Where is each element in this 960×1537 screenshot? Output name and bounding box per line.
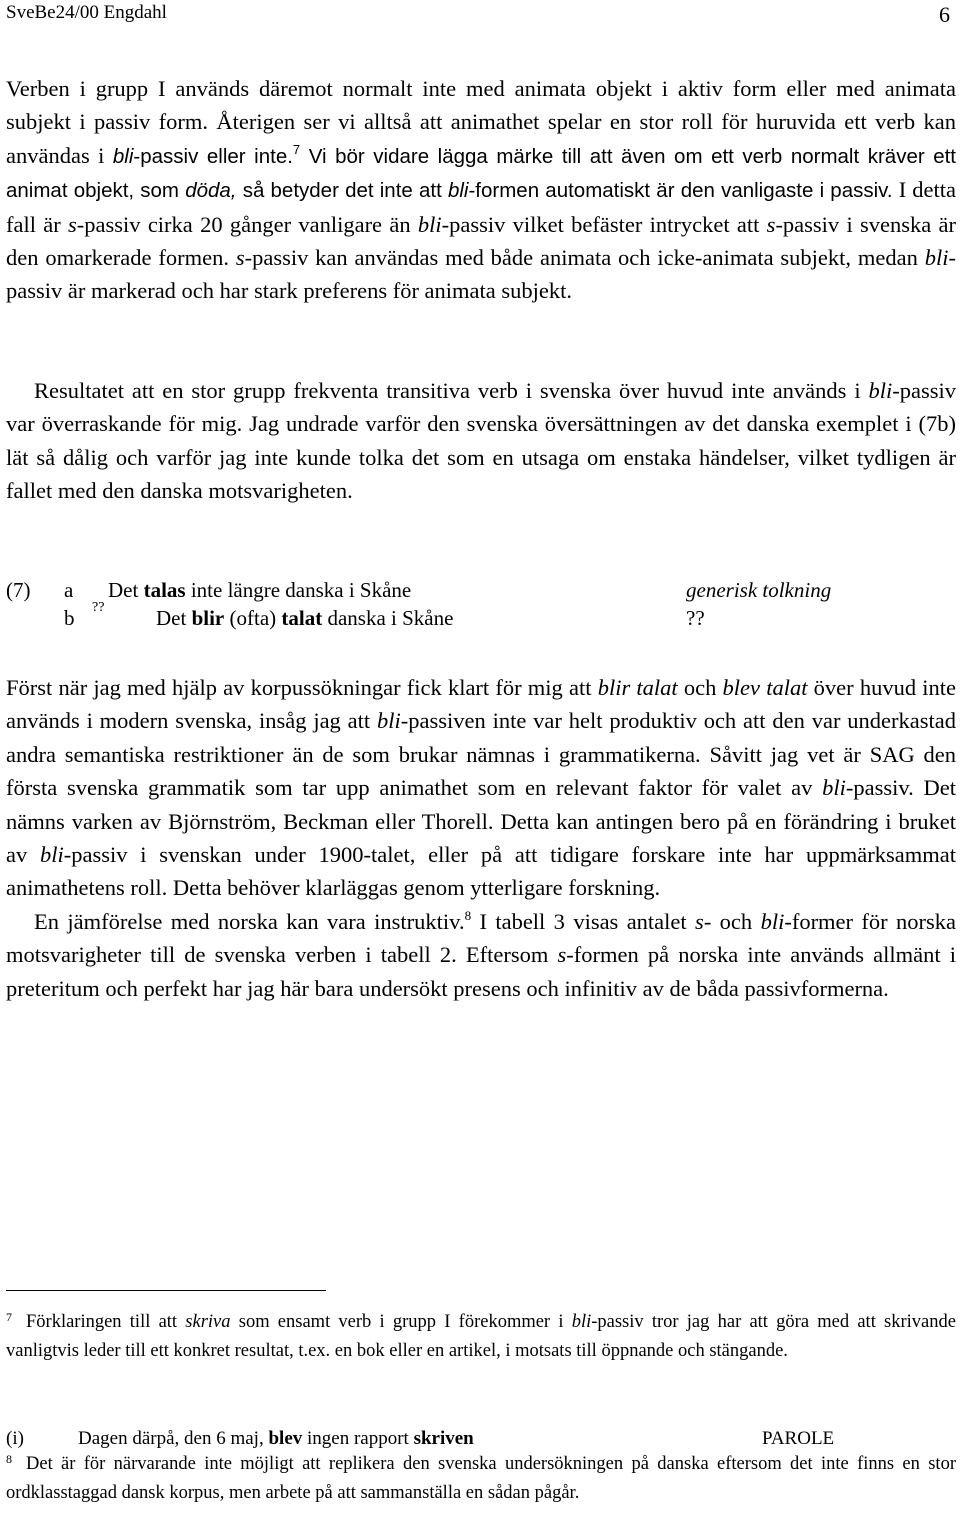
para1-text-7: -passiv cirka 20 gånger vanligare än: [76, 211, 418, 237]
term-s: s: [766, 211, 776, 237]
footnote-number-7: 7: [6, 1310, 12, 1324]
term-s: s: [68, 211, 77, 237]
footnote-8: $^8$ Det är för närvarande inte möjligt att replikera den svenska undersökningen på danska eftersom det inte finns en stor ordklasstaggad dansk korpus, men arbete på att sammanställa en sådan pågår.: [6, 1452, 956, 1503]
para1-text-3: Vi bör vidare lägga märke till att även om ett verb normalt kräver ett animat objekt, som: [6, 144, 956, 203]
term-bli: bli: [822, 775, 846, 801]
example-7a: [6, 578, 956, 608]
term-bli: bli: [571, 1312, 592, 1332]
term-s: s: [557, 942, 567, 968]
footnote-ref-8[interactable]: 8: [464, 907, 472, 923]
paragraph-3: Först när jag med hjälp av korpussökningar fick klart för mig att blir talat och blev talat över huvud inte används i modern svenska, insåg jag att bli-passiven inte var helt produktiv och att den var underkastad andra semantiska restriktioner än de som brukar nämnas i grammatikerna. Såvitt jag vet är SAG den första svenska grammatik som tar upp animathet som en relevant faktor för valet av bli-passiv. Det nämns varken av Björnström, Beckman eller Thorell. Detta kan antingen bero på en förändring i bruket av bli-passiv i svenskan under 1900-talet, eller på att tidigare forskare inte har uppmärksammat animathetens roll. Detta behöver klarläggas genom ytterligare forskning. En jämförelse med norska kan vara instruktiv.$^8$ I tabell 3 visas antalet s- och bli-former för norska motsvarigheter till de svenska verben i tabell 2. Eftersom s-formen på norska inte används allmänt i preteritum och perfekt har jag här bara undersökt presens och infinitiv av de båda passivformerna.: [6, 671, 956, 1005]
page-number: 6: [939, 2, 950, 27]
term-bli: bli: [760, 908, 785, 934]
paragraph-2: [6, 374, 956, 508]
term-s: s: [695, 908, 704, 934]
para1-text-1: Verben i grupp I används däremot normalt inte med animata objekt i aktiv form eller med animata subjekt i passiv form. Återigen ser vi alltså att animathet spelar en stor roll för huruvida ett verb kan användas i: [6, 76, 956, 168]
running-title: SveBe24/00 Engdahl: [6, 2, 167, 23]
paragraph-1: [6, 72, 956, 308]
para1-text-4: så betyder det inte att: [236, 179, 448, 203]
footnote-ref-7[interactable]: 7: [292, 141, 301, 157]
para2-text-1: Resultatet att en stor grupp frekventa transitiva verb i svenska över huvud inte används i: [34, 378, 869, 403]
example-sentence-b: Det blir (ofta) talat danska i Skåne: [156, 606, 454, 630]
term-doda: döda,: [185, 179, 237, 203]
term-blev-talat: blev talat: [722, 675, 808, 700]
term-bli: bli: [40, 842, 64, 868]
footnote-example-label: (i): [6, 1428, 24, 1449]
example-7b: [6, 600, 956, 636]
footnote-number-8: 8: [6, 1452, 12, 1466]
example-number: (7): [6, 578, 31, 602]
para1-text-8: -passiv vilket befäster intrycket att: [441, 211, 767, 237]
example-label-a: a: [64, 578, 74, 602]
term-bli: bli: [377, 708, 401, 734]
term-bli: bli: [417, 211, 442, 237]
para1-text-11: -passiv är markerad och har stark preferens för animata subjekt.: [6, 245, 956, 304]
term-blir-talat: blir talat: [597, 675, 678, 700]
example-gloss-b: ??: [686, 606, 705, 630]
page-header: [0, 0, 960, 30]
footnote-example-sentence: Dagen därpå, den 6 maj, blev ingen rapport skriven: [78, 1428, 474, 1449]
para1-text-10: -passiv kan användas med både animata och icke-animata subjekt, medan: [244, 245, 925, 271]
term-bli: bli: [924, 245, 949, 271]
para1-text-2: -passiv eller inte.: [133, 144, 293, 168]
para2-text-2: -passiv var överraskande för mig. Jag undrade varför den svenska översättningen av det danska exemplet i (7b) lät så dålig och varför jag inte kunde tolka det som en utsaga om enstaka händelser, vilket tydligen är fallet med den danska motsvarigheten.: [6, 378, 956, 504]
example-gloss-a: generisk tolkning: [686, 578, 832, 602]
term-skriva: skriva: [185, 1312, 231, 1332]
footnote-example-source: PAROLE: [762, 1428, 835, 1449]
term-bli: bli: [868, 378, 893, 403]
footnote-7: $^7$ Förklaringen till att skriva som ensamt verb i grupp I förekommer i bli-passiv tror jag har att göra med att skrivande vanligtvis leder till ett konkret resultat, t.ex. en bok eller en artikel, i motsats till öppnande och stängande.: [6, 1310, 956, 1361]
para1-text-9: -passiv i svenska är den omarkerade formen.: [6, 211, 956, 271]
acceptability-mark: ??: [92, 600, 105, 615]
example-label-b: b: [64, 606, 75, 630]
paragraph-4: En jämförelse med norska kan vara instruktiv.$^8$ I tabell 3 visas antalet s- och bli-former för norska motsvarigheter till de svenska verben i tabell 2. Eftersom s-formen på norska inte används allmänt i preteritum och perfekt har jag här bara undersökt presens och infinitiv av de båda passivformerna.: [6, 907, 957, 1001]
footnote-separator: [6, 1290, 326, 1291]
term-bli: bli: [447, 179, 469, 203]
para1-text-6: I detta fall är: [6, 177, 957, 237]
term-s: s: [235, 245, 245, 271]
para1-text-5: -formen automatiskt är den vanligaste i passiv.: [468, 179, 893, 203]
term-bli: bli: [112, 144, 134, 168]
example-sentence-a: Det talas inte längre danska i Skåne: [108, 578, 412, 602]
